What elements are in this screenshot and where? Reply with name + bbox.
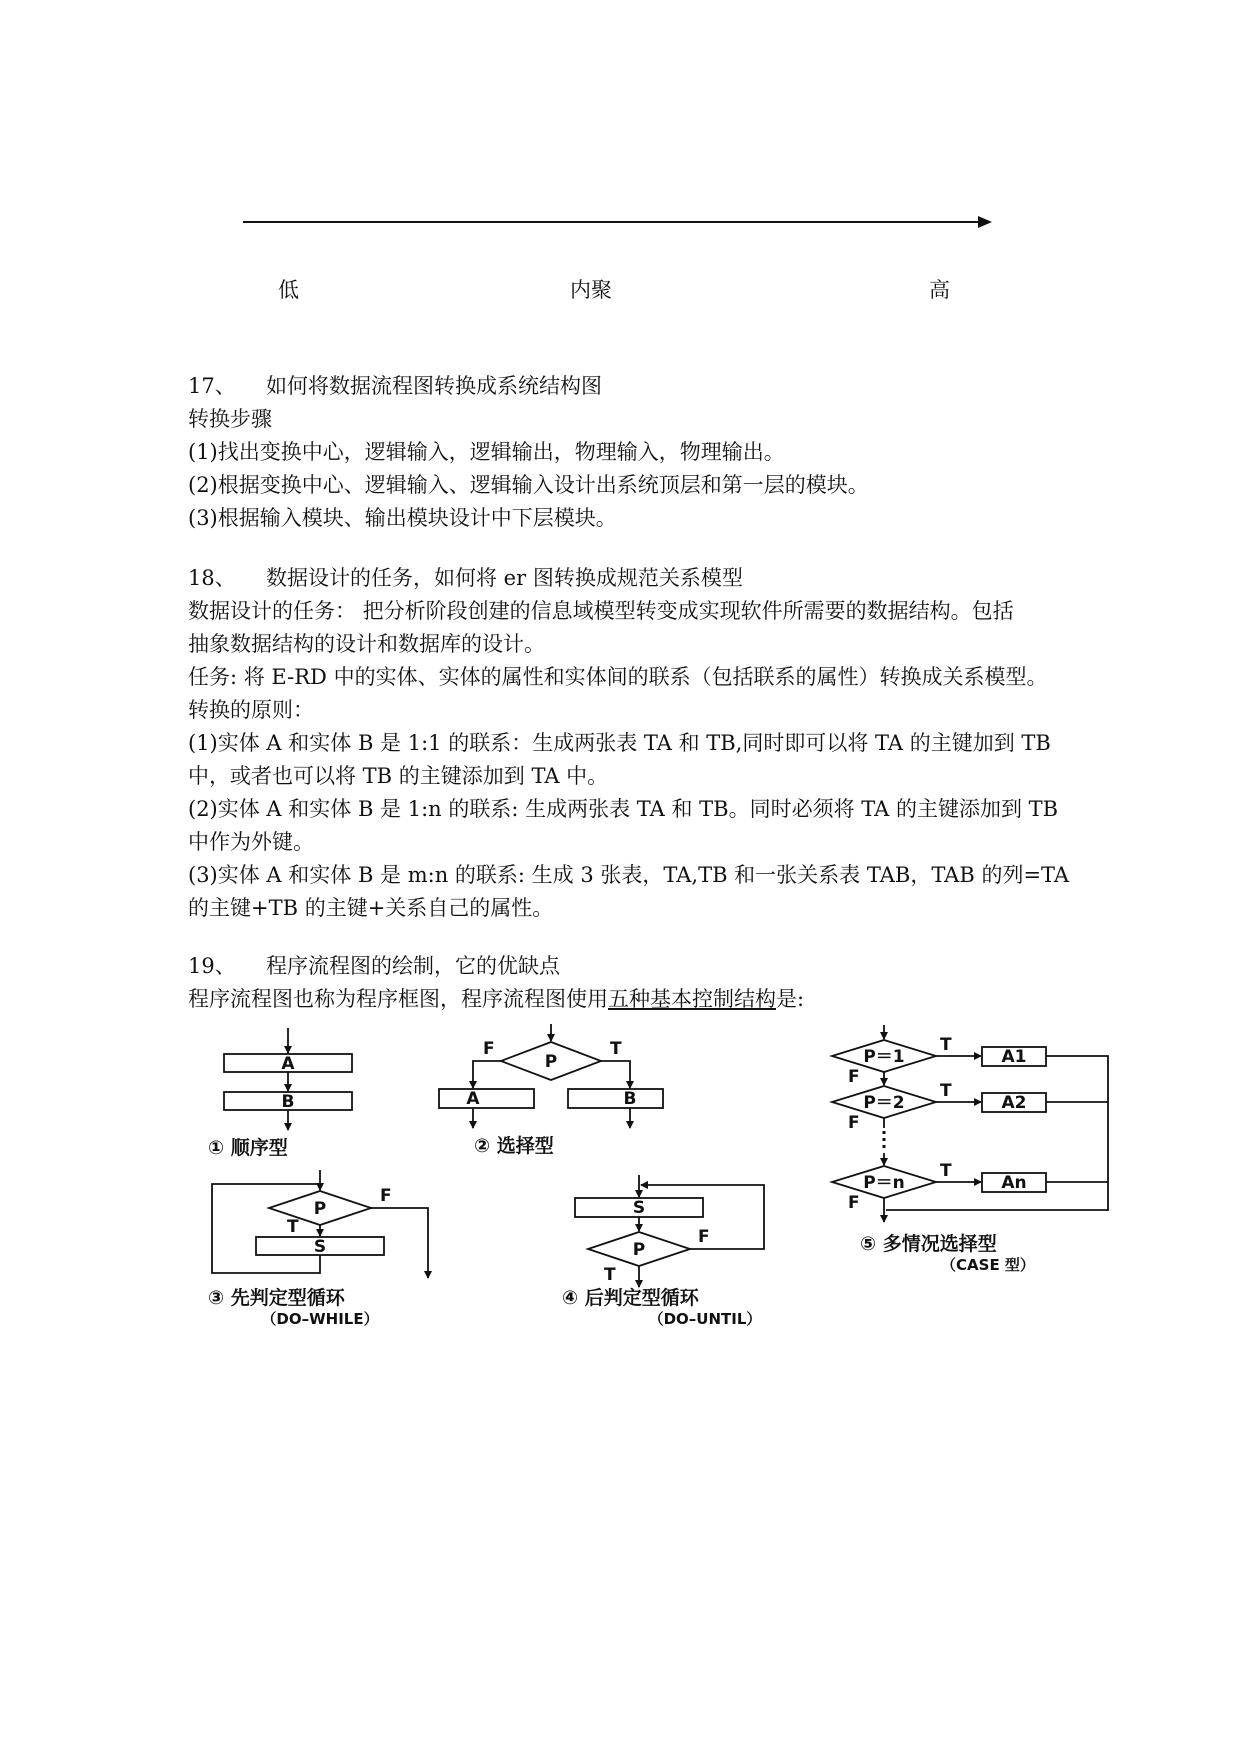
section-18-line: 的主键+TB 的主键+关系自己的属性。 xyxy=(188,896,554,920)
section-18-line: 抽象数据结构的设计和数据库的设计。 xyxy=(188,632,545,656)
selection-box-b xyxy=(568,1089,663,1108)
section-18-line: 任务: 将 E-RD 中的实体、实体的属性和实体间的联系（包括联系的属性）转换成关系模型。 xyxy=(188,665,1048,689)
sequence-caption: ① 顺序型 xyxy=(208,1137,288,1159)
section-17-line: (2)根据变换中心、逻辑输入、逻辑输入设计出系统顶层和第一层的模块。 xyxy=(188,473,869,497)
section-18-line: 中作为外键。 xyxy=(188,830,314,854)
do-while-structure xyxy=(212,1170,428,1278)
do-until-box-label: S xyxy=(632,1198,646,1218)
cohesion-high-label: 高 xyxy=(929,278,950,302)
selection-false-label: F xyxy=(483,1039,495,1059)
section-19-title: 程序流程图的绘制，它的优缺点 xyxy=(266,954,560,978)
section-19-intro: 程序流程图也称为程序框图，程序流程图使用五种基本控制结构是: xyxy=(188,987,805,1011)
do-until-true-label: T xyxy=(604,1265,616,1285)
selection-box-a xyxy=(439,1089,534,1108)
case-box-n-label: An xyxy=(1001,1173,1027,1193)
case-box-2-label: A2 xyxy=(1001,1093,1027,1113)
do-while-cond-label: P xyxy=(313,1199,327,1219)
case-box-1-label: A1 xyxy=(1001,1047,1027,1067)
section-18-line: (3)实体 A 和实体 B 是 m:n 的联系: 生成 3 张表，TA,TB 和一张关系表 TAB，TAB 的列=TA xyxy=(188,863,1070,887)
section-17 xyxy=(188,370,1068,535)
do-until-cond-label: P xyxy=(632,1240,646,1260)
section-18-line: (2)实体 A 和实体 B 是 1:n 的联系: 生成两张表 TA 和 TB。同时必须将 TA 的主键添加到 TB xyxy=(188,797,1059,821)
selection-b-label: B xyxy=(623,1089,637,1109)
selection-a-label: A xyxy=(466,1089,480,1109)
case-cond-n-label: P＝n xyxy=(863,1173,905,1193)
section-19-heading xyxy=(188,950,1068,983)
section-18-line: (1)实体 A 和实体 B 是 1:1 的联系：生成两张表 TA 和 TB,同时即可以将 TA 的主键加到 TB xyxy=(188,731,1051,755)
sequence-b-label: B xyxy=(281,1092,295,1112)
do-until-false-label: F xyxy=(698,1227,710,1247)
section-18-line: 中，或者也可以将 TB 的主键添加到 TA 中。 xyxy=(188,764,609,788)
do-until-caption: ④ 后判定型循环 xyxy=(562,1287,699,1309)
case-false-label-2: F xyxy=(848,1113,860,1133)
selection-caption: ② 选择型 xyxy=(474,1135,554,1157)
case-true-label-1: T xyxy=(940,1035,952,1055)
case-true-label-2: T xyxy=(940,1081,952,1101)
case-cond-1-label: P＝1 xyxy=(863,1047,905,1067)
section-19 xyxy=(188,950,1068,1016)
control-structures-diagram xyxy=(0,1020,1241,1350)
section-19-number: 19、 xyxy=(188,954,236,978)
cohesion-arrow xyxy=(240,212,1000,232)
do-while-false-label: F xyxy=(380,1186,392,1206)
cohesion-low-label: 低 xyxy=(278,278,299,302)
do-while-caption: ③ 先判定型循环 xyxy=(208,1287,345,1309)
do-while-true-label: T xyxy=(287,1217,299,1237)
case-cond-2-label: P＝2 xyxy=(863,1093,905,1113)
section-18 xyxy=(188,562,1068,925)
section-18-title: 数据设计的任务，如何将 er 图转换成规范关系模型 xyxy=(266,566,743,590)
section-17-heading xyxy=(188,370,1068,403)
section-17-title: 如何将数据流程图转换成系统结构图 xyxy=(266,374,602,398)
case-caption: ⑤ 多情况选择型 xyxy=(860,1233,997,1255)
section-17-line: 转换步骤 xyxy=(188,407,272,431)
section-17-line: (1)找出变换中心，逻辑输入，逻辑输出，物理输入，物理输出。 xyxy=(188,440,785,464)
do-while-subcaption: （DO–WHILE） xyxy=(261,1310,379,1328)
case-false-label-1: F xyxy=(848,1067,860,1087)
sequence-a-label: A xyxy=(281,1054,295,1074)
case-true-label-n: T xyxy=(940,1161,952,1181)
do-while-box-label: S xyxy=(313,1237,327,1257)
section-17-line: (3)根据输入模块、输出模块设计中下层模块。 xyxy=(188,506,617,530)
selection-cond-label: P xyxy=(544,1052,558,1072)
five-structures-underlined: 五种基本控制结构 xyxy=(608,987,776,1011)
do-until-subcaption: （DO–UNTIL） xyxy=(648,1310,762,1328)
section-18-line: 转换的原则： xyxy=(188,698,314,722)
section-18-heading xyxy=(188,562,1068,595)
cohesion-middle-label: 内聚 xyxy=(570,278,612,302)
sequence-structure xyxy=(224,1028,352,1130)
section-18-line: 数据设计的任务： 把分析阶段创建的信息域模型转变成实现软件所需要的数据结构。包括 xyxy=(188,599,1014,623)
selection-true-label: T xyxy=(610,1039,622,1059)
case-subcaption: （CASE 型） xyxy=(941,1256,1035,1274)
selection-structure xyxy=(439,1024,663,1128)
case-false-label-n: F xyxy=(848,1193,860,1213)
section-18-number: 18、 xyxy=(188,566,236,590)
section-17-number: 17、 xyxy=(188,374,236,398)
